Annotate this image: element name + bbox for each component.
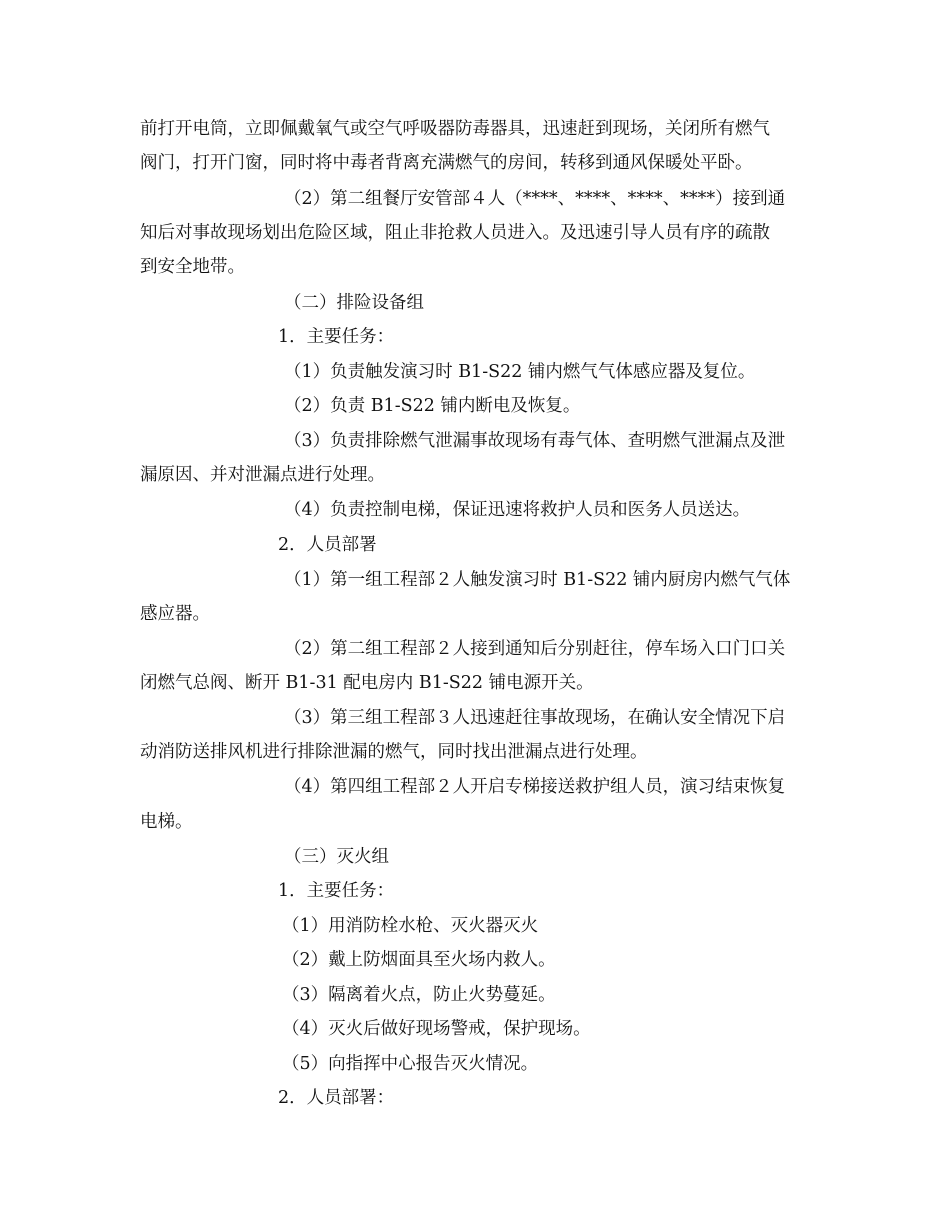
subsection-heading: 1．主要任务： — [278, 881, 395, 901]
paragraph-line: 感应器。 — [140, 604, 210, 624]
paragraph-line: 动消防送排风机进行排除泄漏的燃气，同时找出泄漏点进行处理。 — [140, 742, 648, 762]
paragraph-line: 到安全地带。 — [140, 257, 245, 277]
list-item: （3）负责排除燃气泄漏事故现场有毒气体、查明燃气泄漏点及泄 — [284, 431, 786, 451]
paragraph-line: 电梯。 — [140, 812, 193, 832]
list-item: （4）第四组工程部２人开启专梯接送救护组人员，演习结束恢复 — [284, 777, 786, 797]
list-item: （3）隔离着火点，防止火势蔓延。 — [282, 985, 556, 1005]
list-item: （4）负责控制电梯，保证迅速将救护人员和医务人员送达。 — [284, 500, 751, 520]
paragraph-line: 闭燃气总阀、断开 B1-31 配电房内 B1-S22 铺电源开关。 — [140, 673, 594, 693]
subsection-heading: 1．主要任务： — [278, 327, 395, 347]
list-item: （1）第一组工程部２人触发演习时 B1-S22 铺内厨房内燃气气体 — [284, 570, 791, 590]
paragraph-line: 前打开电筒，立即佩戴氧气或空气呼吸器防毒器具，迅速赶到现场，关闭所有燃气 — [140, 119, 770, 139]
list-item: （5）向指挥中心报告灭火情况。 — [282, 1054, 539, 1074]
list-item: （2）负责 B1-S22 铺内断电及恢复。 — [284, 396, 581, 416]
list-item: （2）戴上防烟面具至火场内救人。 — [282, 950, 556, 970]
list-item: （3）第三组工程部３人迅速赶往事故现场，在确认安全情况下启 — [284, 708, 786, 728]
list-item: （1）用消防栓水枪、灭火器灭火 — [282, 916, 539, 936]
subsection-heading: 2．人员部署 — [278, 535, 377, 555]
subsection-heading: 2．人员部署： — [278, 1088, 395, 1108]
section-heading: （三）灭火组 — [284, 847, 389, 867]
list-item: （1）负责触发演习时 B1-S22 铺内燃气气体感应器及复位。 — [284, 362, 756, 382]
list-item: （4）灭火后做好现场警戒，保护现场。 — [282, 1019, 591, 1039]
paragraph-line: 知后对事故现场划出危险区域，阻止非抢救人员进入。及迅速引导人员有序的疏散 — [140, 223, 770, 243]
section-heading: （二）排险设备组 — [284, 293, 424, 313]
paragraph-line: 阀门，打开门窗，同时将中毒者背离充满燃气的房间，转移到通风保暖处平卧。 — [140, 153, 753, 173]
paragraph-line: 漏原因、并对泄漏点进行处理。 — [140, 465, 385, 485]
list-item: （2）第二组工程部２人接到通知后分别赶往，停车场入口门口关 — [284, 639, 786, 659]
paragraph-line: （2）第二组餐厅安管部４人（****、****、****、****）接到通 — [284, 189, 786, 209]
